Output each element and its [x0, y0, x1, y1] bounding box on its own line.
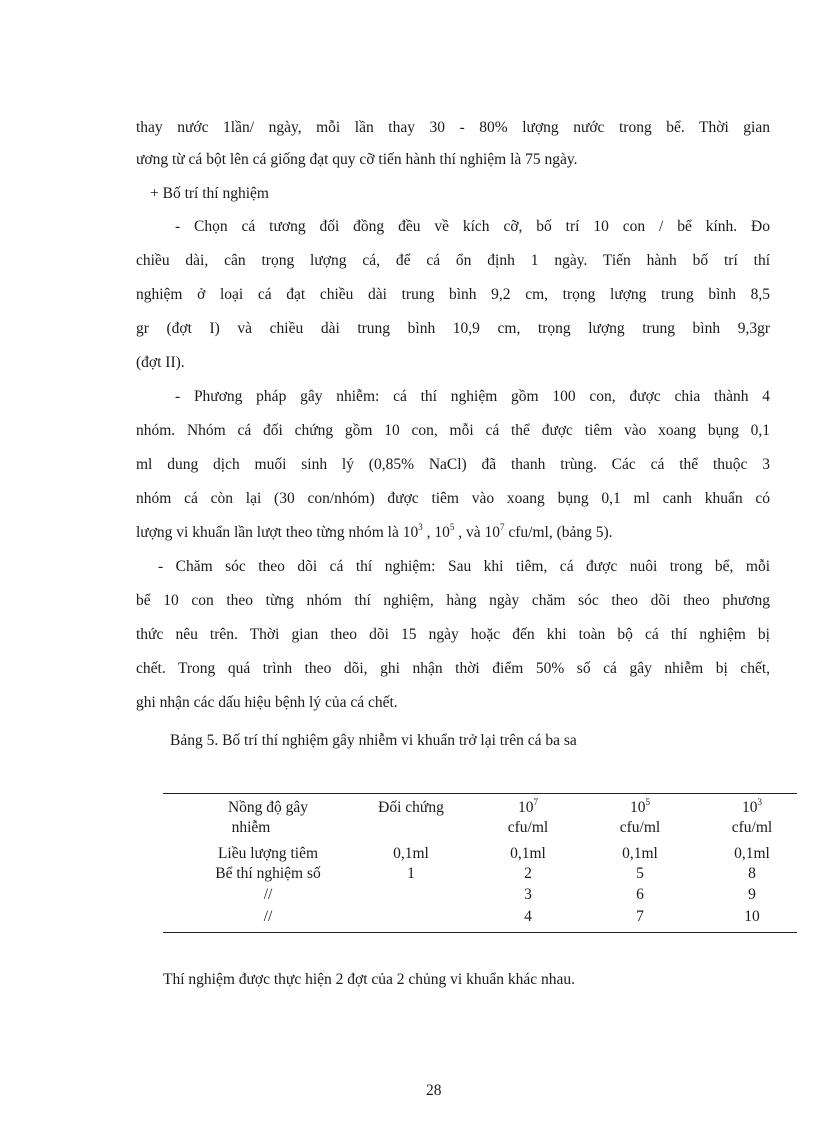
paragraph-line: gr (đợt I) và chiều dài trung bình 10,9 cm, trọng lượng trung bình 9,3gr [136, 320, 770, 337]
superscript: 7 [500, 522, 505, 532]
table-cell: 0,1ml [734, 845, 770, 862]
table-cell: // [263, 908, 273, 925]
paragraph-line: chết. Trong quá trình theo dõi, ghi nhận thời điểm 50% số cá gây nhiễm bị chết, [136, 660, 770, 677]
paragraph-line [136, 523, 613, 543]
table-caption: Bảng 5. Bố trí thí nghiệm gây nhiễm vi khuẩn trở lại trên cá ba sa [170, 732, 577, 749]
paragraph-line: ương từ cá bột lên cá giống đạt quy cỡ tiến hành thí nghiệm là 75 ngày. [136, 151, 578, 168]
table-cell: // [263, 886, 273, 903]
header-cell-dose-1e5 [595, 798, 685, 818]
text-run: , và 10 [454, 524, 501, 541]
table-cell: 5 [636, 865, 644, 882]
table-cell: 4 [524, 908, 532, 925]
header-text: Nồng độ gây [227, 799, 309, 816]
paragraph-line: - Chọn cá tương đối đồng đều về kích cỡ, bố trí 10 con / bể kính. Đo [175, 218, 770, 235]
text-run: , 10 [422, 524, 450, 541]
paragraph-line: ml dung dịch muối sinh lý (0,85% NaCl) đã thanh trùng. Các cá thể thuộc 3 [136, 456, 770, 473]
paragraph-line: thay nước 1lần/ ngày, mỗi lần thay 30 - 80% lượng nước trong bể. Thời gian [136, 119, 770, 136]
header-cell-concentration-line2: nhiễm [231, 819, 271, 836]
page-number: 28 [426, 1082, 442, 1099]
table-cell: 1 [407, 865, 415, 882]
paragraph-line: - Chăm sóc theo dõi cá thí nghiệm: Sau khi tiêm, cá được nuôi trong bể, mỗi [158, 558, 770, 575]
experiment-table [163, 793, 797, 933]
superscript: 3 [418, 522, 423, 532]
paragraph-line: ghi nhận các dấu hiệu bệnh lý của cá chết. [136, 694, 398, 711]
superscript: 7 [533, 797, 538, 807]
header-cell-dose-1e3 [707, 798, 797, 818]
header-base: 10 [518, 799, 534, 816]
superscript: 5 [645, 797, 650, 807]
header-unit: cfu/ml [731, 819, 773, 836]
superscript: 3 [757, 797, 762, 807]
table-cell: 8 [748, 865, 756, 882]
paragraph-line: (đợt II). [136, 354, 185, 371]
paragraph-line: bể 10 con theo từng nhóm thí nghiệm, hàng ngày chăm sóc theo dõi theo phương [136, 592, 770, 609]
table-cell: 2 [524, 865, 532, 882]
table-cell: 10 [744, 908, 760, 925]
table-cell: 3 [524, 886, 532, 903]
table-cell: 0,1ml [393, 845, 429, 862]
text-run: lượng vi khuẩn lần lượt theo từng nhóm là 10 [136, 524, 419, 541]
header-base: 10 [630, 799, 646, 816]
table-cell: 0,1ml [510, 845, 546, 862]
table-cell: Liều lượng tiêm [217, 845, 319, 862]
header-cell-dose-1e7 [483, 798, 573, 818]
superscript: 5 [449, 522, 455, 532]
table-cell: 7 [636, 908, 644, 925]
paragraph-line: nhóm cá còn lại (30 con/nhóm) được tiêm vào xoang bụng 0,1 ml canh khuẩn có [136, 490, 770, 507]
paragraph-line: thức nêu trên. Thời gian theo dõi 15 ngày hoặc đến khi toàn bộ cá thí nghiệm bị [136, 626, 770, 643]
header-cell-concentration [193, 798, 343, 818]
header-unit: cfu/ml [619, 819, 661, 836]
section-heading: + Bố trí thí nghiệm [150, 185, 269, 202]
table-cell: Bể thí nghiệm số [215, 865, 321, 882]
header-unit: cfu/ml [507, 819, 549, 836]
paragraph-line: chiều dài, cân trọng lượng cá, để cá ổn định 1 ngày. Tiến hành bố trí thí [136, 252, 770, 269]
text-run: cfu/ml, (bảng 5). [504, 524, 613, 541]
footer-note: Thí nghiệm được thực hiện 2 đợt của 2 chủng vi khuẩn khác nhau. [163, 971, 575, 988]
header-cell-control: Đối chứng [378, 799, 444, 816]
paragraph-line: nhóm. Nhóm cá đối chứng gồm 10 con, mỗi cá thể được tiêm vào xoang bụng 0,1 [136, 422, 770, 439]
table-cell: 0,1ml [622, 845, 658, 862]
header-base: 10 [742, 799, 758, 816]
table-cell: 6 [636, 886, 644, 903]
paragraph-line: - Phương pháp gây nhiễm: cá thí nghiệm gồm 100 con, được chia thành 4 [175, 388, 770, 405]
table-cell: 9 [748, 886, 756, 903]
paragraph-line: nghiệm ở loại cá đạt chiều dài trung bình 9,2 cm, trọng lượng trung bình 8,5 [136, 286, 770, 303]
